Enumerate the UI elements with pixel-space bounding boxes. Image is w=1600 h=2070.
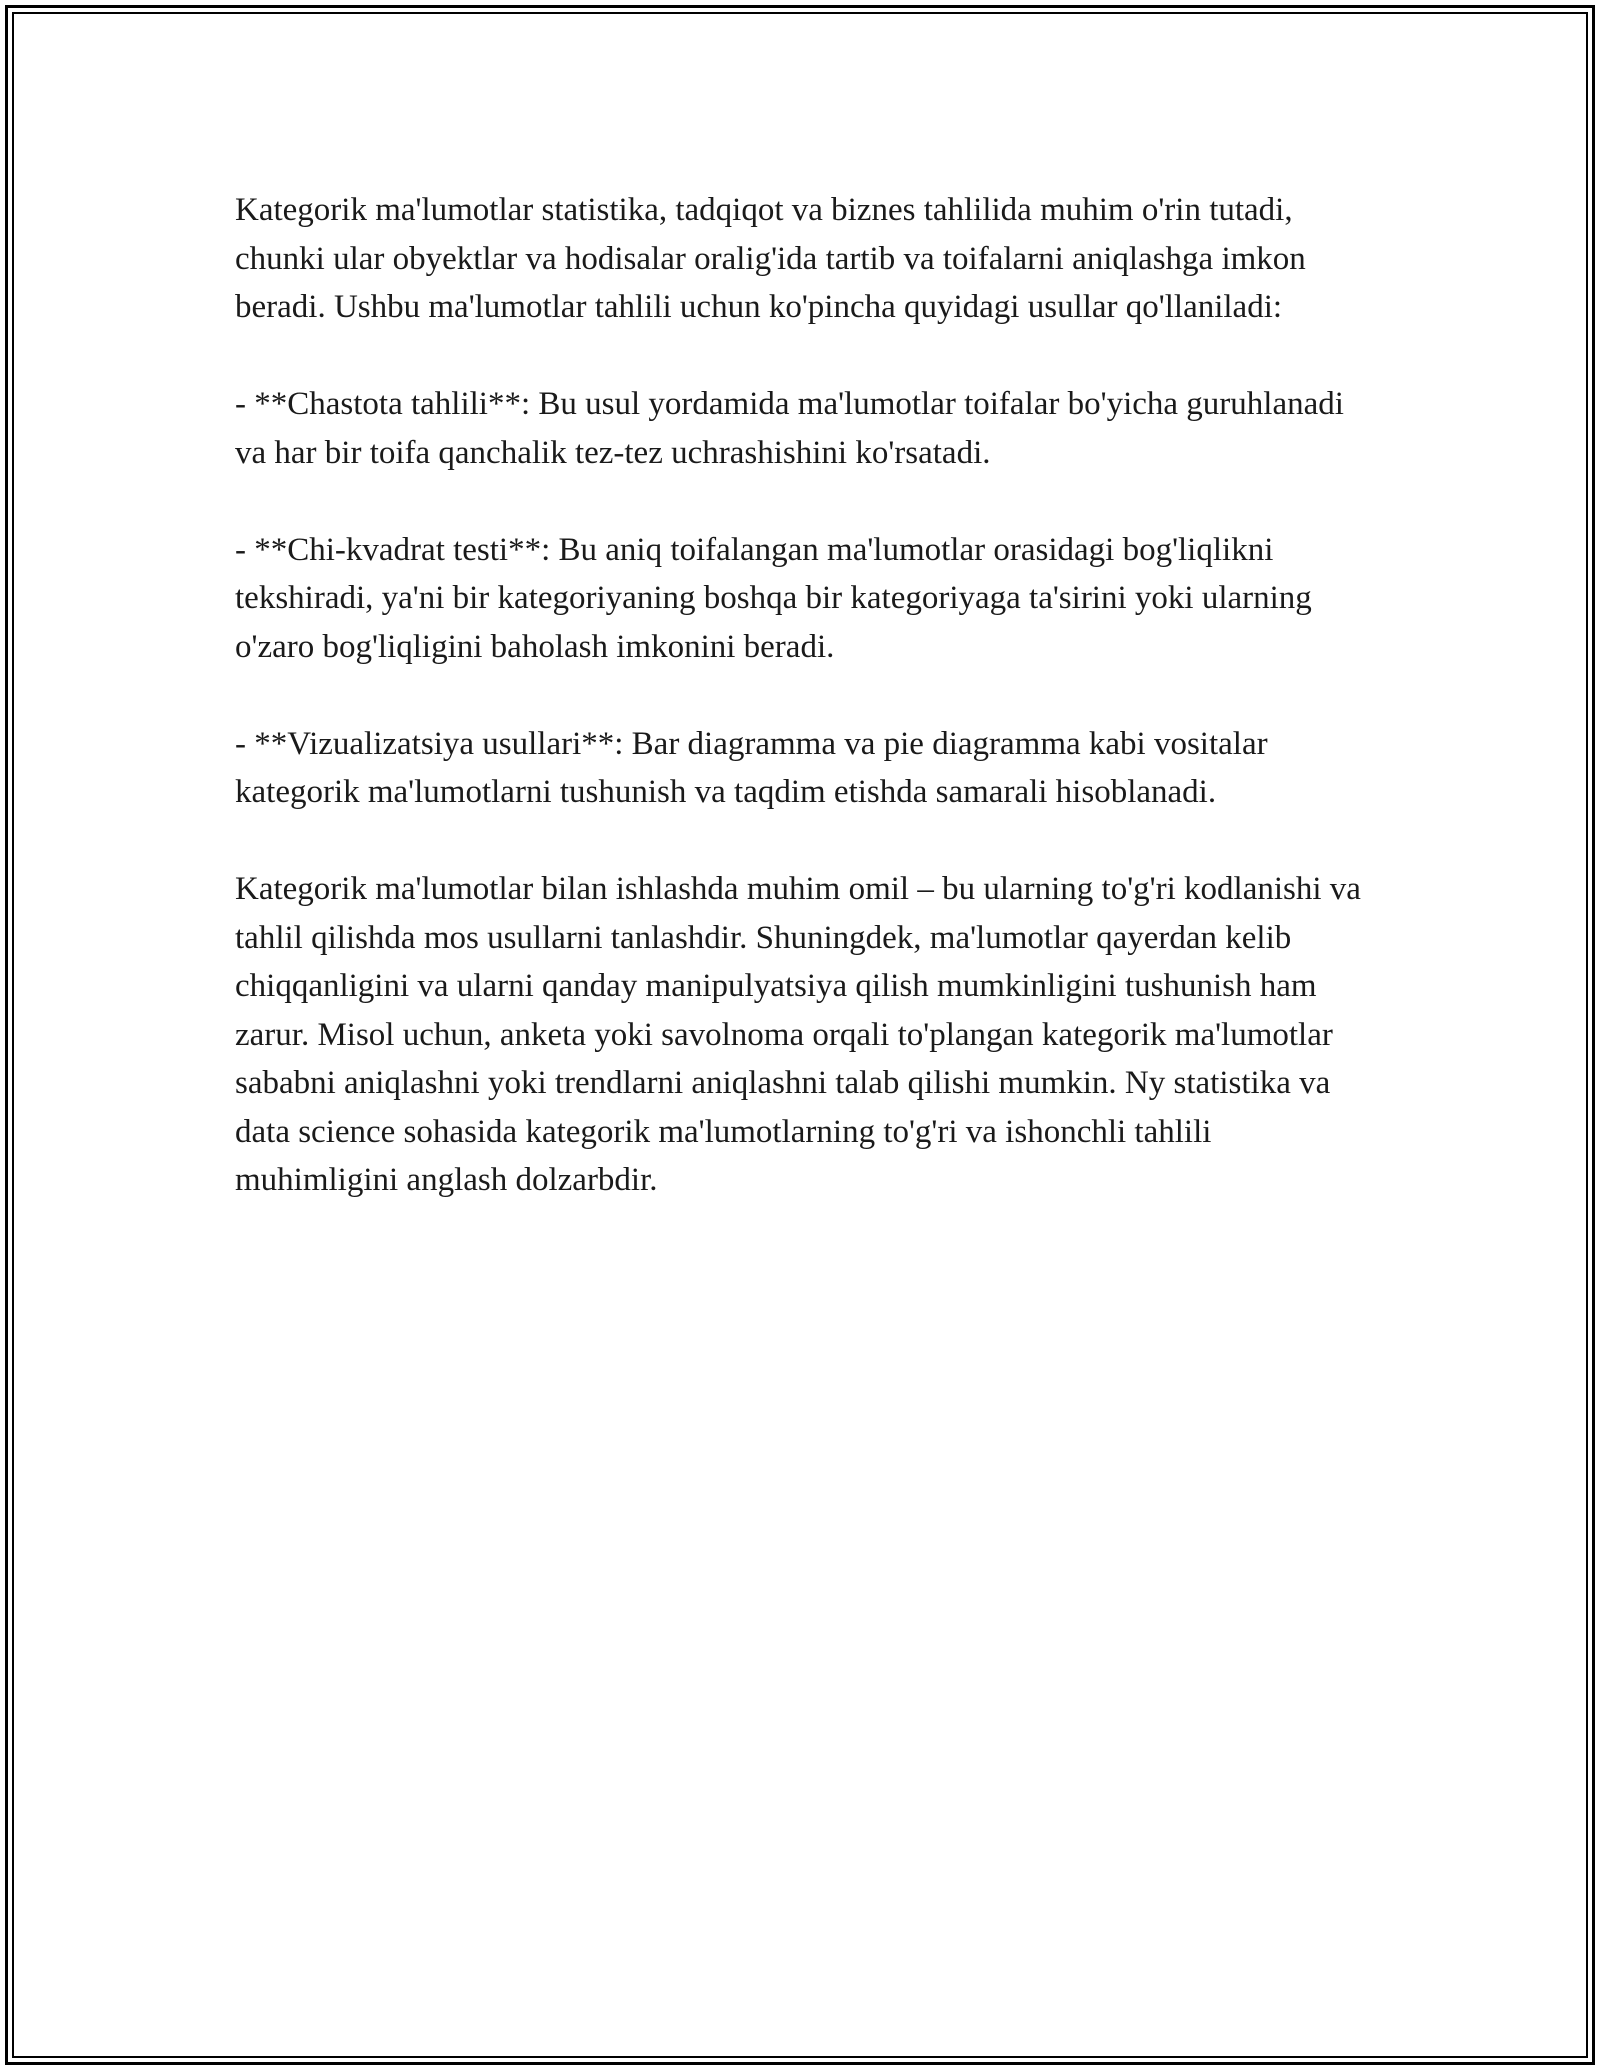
paragraph-conclusion: Kategorik ma'lumotlar bilan ishlashda muhim omil – bu ularning to'g'ri kodlanishi va tahlil qilishda mos usullarni tanlashdir. Shuningdek, ma'lumotlar qayerdan kelib chiqqanligini va ularni qanday manipulyatsiya qilish mumkinligini tushunish ham zarur. Misol uchun, anketa yoki savolnoma orqali to'plangan kategorik ma'lumotlar sababni aniqlashni yoki trendlarni aniqlashni talab qilishi mumkin. Ny statistika va data science sohasida kategorik ma'lumotlarning to'g'ri va ishonchli tahlili muhimligini anglash dolzarbdir. <box>235 871 1361 1198</box>
paragraph-chi-square-test: - **Chi-kvadrat testi**: Bu aniq toifalangan ma'lumotlar orasidagi bog'liqlikni tekshiradi, ya'ni bir kategoriyaning boshqa bir kategoriyaga ta'sirini yoki ularning o'zaro bog'liqligini baholash imkonini beradi. <box>235 531 1312 665</box>
paragraph-frequency-analysis: - **Chastota tahlili**: Bu usul yordamida ma'lumotlar toifalar bo'yicha guruhlanadi va har bir toifa qanchalik tez-tez uchrashishini ko'rsatadi. <box>235 386 1344 471</box>
paragraph-visualization-methods: - **Vizualizatsiya usullari**: Bar diagramma va pie diagramma kabi vositalar kategorik ma'lumotlarni tushunish va taqdim etishda samarali hisoblanadi. <box>235 725 1268 810</box>
paragraph-intro: Kategorik ma'lumotlar statistika, tadqiqot va biznes tahlilida muhim o'rin tutadi, chunki ular obyektlar va hodisalar oralig'ida tartib va toifalarni aniqlashga imkon beradi. Ushbu ma'lumotlar tahlili uchun ko'pincha quyidagi usullar qo'llaniladi: <box>235 192 1306 325</box>
document-body <box>235 186 1365 1205</box>
